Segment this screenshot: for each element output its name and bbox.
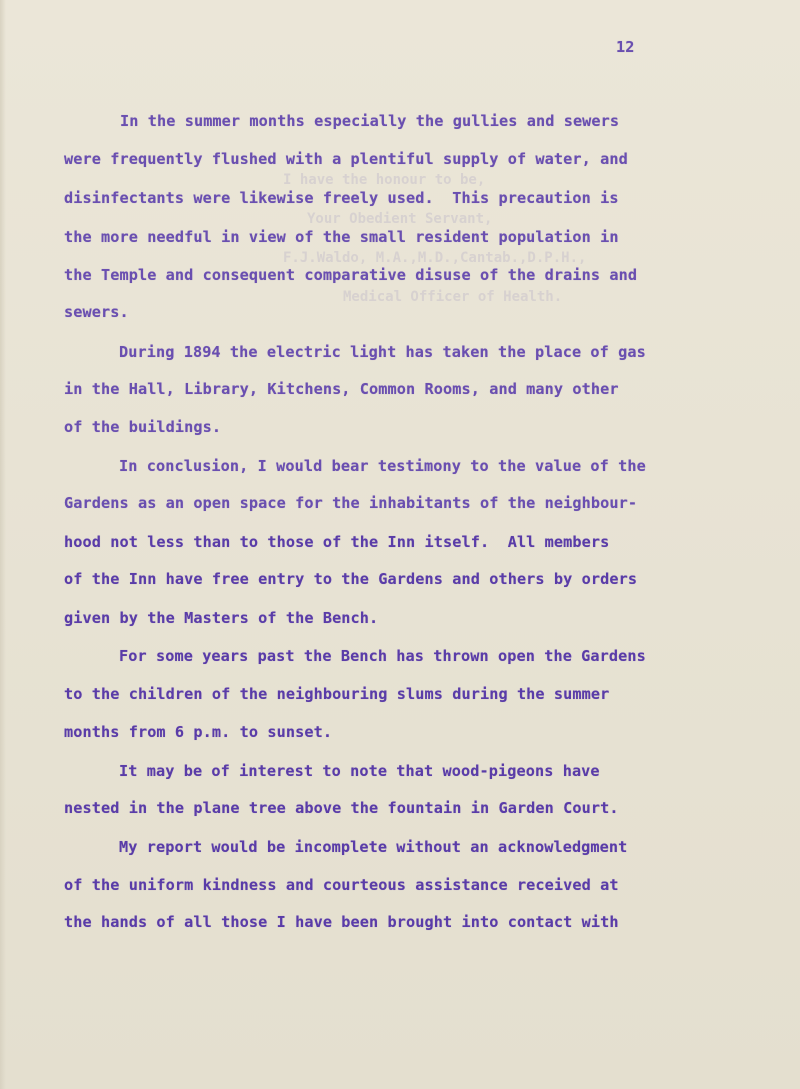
body-line: In the summer months especially the gullies and sewers xyxy=(120,112,620,130)
body-line: It may be of interest to note that wood-pigeons have xyxy=(119,762,600,780)
body-line: the Temple and consequent comparative disuse of the drains and xyxy=(64,266,638,284)
body-line: disinfectants were likewise freely used. This precaution is xyxy=(64,189,619,207)
body-line: of the uniform kindness and courteous assistance received at xyxy=(64,876,619,894)
body-line: of the Inn have free entry to the Gardens and others by orders xyxy=(64,570,638,588)
show-through-line: F.J.Waldo, M.A.,M.D.,Cantab.,D.P.H., xyxy=(283,250,587,266)
show-through-line: I have the honour to be, xyxy=(283,172,486,188)
body-line: were frequently flushed with a plentiful supply of water, and xyxy=(64,150,628,168)
body-line: For some years past the Bench has thrown open the Gardens xyxy=(119,647,646,665)
body-line: Gardens as an open space for the inhabitants of the neighbour- xyxy=(64,494,638,512)
body-line: sewers. xyxy=(64,303,129,321)
body-line: the hands of all those I have been brought into contact with xyxy=(64,913,619,931)
show-through-line: Medical Officer of Health. xyxy=(343,289,563,305)
body-line: months from 6 p.m. to sunset. xyxy=(64,723,333,741)
show-through-line: Your Obedient Servant, xyxy=(307,211,493,227)
body-line: During 1894 the electric light has taken the place of gas xyxy=(119,343,646,361)
body-line: the more needful in view of the small resident population in xyxy=(64,228,619,246)
body-line: to the children of the neighbouring slums during the summer xyxy=(64,685,610,703)
body-line: hood not less than to those of the Inn itself. All members xyxy=(64,533,610,551)
body-line: In conclusion, I would bear testimony to the value of the xyxy=(119,457,646,475)
body-line: in the Hall, Library, Kitchens, Common Rooms, and many other xyxy=(64,380,619,398)
body-line: given by the Masters of the Bench. xyxy=(64,609,379,627)
body-line: of the buildings. xyxy=(64,418,222,436)
paper-edge xyxy=(0,0,6,1089)
body-line: nested in the plane tree above the fountain in Garden Court. xyxy=(64,799,619,817)
body-line: My report would be incomplete without an acknowledgment xyxy=(119,838,628,856)
page-number: 12 xyxy=(616,38,635,56)
